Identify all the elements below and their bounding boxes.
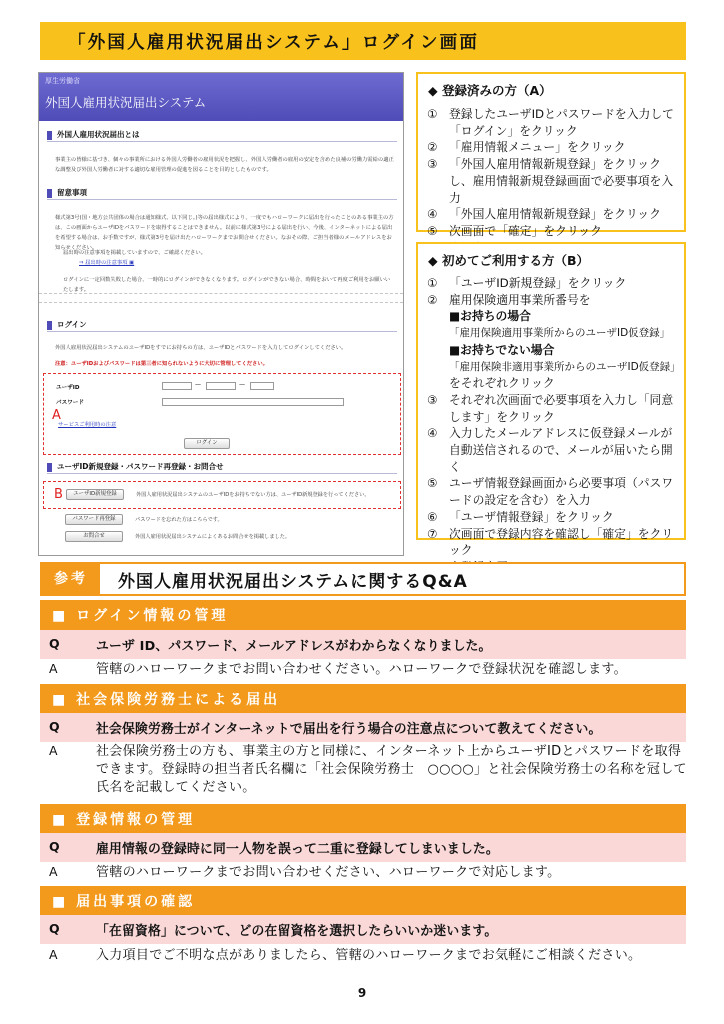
a-label: A <box>49 947 58 962</box>
password-input[interactable] <box>162 398 344 406</box>
step-text: 雇用保険適用事業所番号を <box>449 292 591 307</box>
step-num: ⑤ <box>427 223 438 238</box>
password-reset-desc: パスワードを忘れた方はこちらです。 <box>135 517 223 523</box>
qa-question: 雇用情報の登録時に同一人物を誤って二重に登録してしまいました。 <box>96 842 499 857</box>
box-a-step <box>427 139 680 156</box>
marker-a: A <box>52 408 61 423</box>
contact-desc: 外国人雇用状況届出システムによくあるお問合せを掲載しました。 <box>135 534 291 540</box>
section-notes-text-3: ログインに一定回数失敗した場合、一時的にログインができなくなります。ログインができない場合、時間をおいて再度ご利用をお願いいたします。 <box>63 277 391 293</box>
a-label: A <box>49 743 58 758</box>
page-break-wave <box>39 293 403 303</box>
step-text: 「雇用情報メニュー」をクリック <box>449 140 626 155</box>
step-num: ⑤ <box>427 476 438 491</box>
step-text: それぞれ次画面で必要事項を入力し「同意します」をクリック <box>449 392 674 424</box>
box-b-step <box>427 509 680 526</box>
q-label: Q <box>49 719 60 734</box>
step-text: 「外国人雇用情報新規登録」をクリックし、雇用情報新規登録画面で必要事項を入力 <box>449 157 674 205</box>
section-login-title: ログイン <box>57 320 87 329</box>
reference-tag: 参考 <box>42 564 100 594</box>
marker-b: B <box>54 487 63 502</box>
step-num: ⑦ <box>427 526 438 541</box>
steps-box-a <box>416 72 686 238</box>
have-office-number: ■お持ちの場合 <box>449 309 531 324</box>
step-num: ③ <box>427 157 438 172</box>
box-a-step <box>427 106 680 139</box>
userid-input-1[interactable] <box>162 382 192 390</box>
ministry-label: 厚生労働省 <box>45 77 80 85</box>
section-about <box>47 129 397 142</box>
notes-link[interactable]: ⇒ 届出時の注意事項 ▣ <box>79 260 135 266</box>
contact-button[interactable]: お問合せ <box>65 531 123 542</box>
qa-question: 社会保険労務士がインターネットで届出を行う場合の注意点について教えてください。 <box>96 722 602 737</box>
qa-answer: 管轄のハローワークまでお問い合わせください。ハローワークで登録状況を確認します。 <box>96 662 627 677</box>
login-button[interactable]: ログイン <box>184 438 230 449</box>
qa-title: 外国人雇用状況届出システムに関するQ&A <box>118 572 468 592</box>
click-each-text: をそれぞれクリック <box>449 376 555 391</box>
page-number: 9 <box>357 986 367 1000</box>
qa-answer: 入力項目でご不明な点がありましたら、管轄のハローワークまでお気軽にご相談ください。 <box>96 948 642 963</box>
login-text: 外国人雇用状況届出システムのユーザIDをすでにお持ちの方は、ユーザIDとパスワードを入力してログインしてください。 <box>55 345 347 351</box>
box-b-step <box>427 425 680 475</box>
qa-answer: 管轄のハローワークまでお問い合わせください、ハローワークで対応します。 <box>96 865 561 880</box>
step-text: 次画面で登録内容を確認し「確定」をクリック <box>449 526 674 558</box>
step-num: ④ <box>427 207 438 222</box>
box-b-step <box>427 526 680 559</box>
box-b-step <box>427 275 680 292</box>
box-a-step <box>427 206 680 223</box>
password-reset-button[interactable]: パスワード再登録 <box>65 514 123 525</box>
qa-question-row <box>40 915 686 944</box>
qa-question-row <box>40 713 686 742</box>
step-text: 「ユーザID新規登録」をクリック <box>449 276 627 290</box>
section-notes <box>47 187 397 200</box>
step-num: ④ <box>427 426 438 441</box>
qa-question: ユーザ ID、パスワード、メールアドレスがわからなくなりました。 <box>96 639 492 654</box>
no-office-number: ■お持ちでない場合 <box>449 342 555 357</box>
box-a-heading: ◆ 登録済みの方（A） <box>428 83 552 98</box>
qa-category <box>40 684 686 714</box>
qa-answer: 社会保険労務士の方も、事業主の方と同様に、インターネット上からユーザIDとパスワードを取得できます。登録時の担当者氏名欄に「社会保険労務士 ○○○○」と社会保険労務士の名称を冠して氏名を記載してください。 <box>96 744 687 795</box>
q-label: Q <box>49 839 60 854</box>
step-text: 次画面で「確定」をクリック <box>449 223 602 238</box>
step-num: ② <box>427 292 438 307</box>
section-about-text: 事業主の皆様に基づき、個々の事業所における外国人労働者の雇用状況を把握し、外国人労働者の雇用の安定を含めた良補の労働力需給の適正な調整及び外国人労働者に対する適切な雇用管理の促進を図ることを目的としたものです。 <box>55 157 394 173</box>
box-a-step <box>427 156 680 206</box>
box-a-step <box>427 223 680 240</box>
step-text: 登録したユーザIDとパスワードを入力して「ログイン」をクリック <box>449 107 674 138</box>
step-text: 「外国人雇用情報新規登録」をクリック <box>449 207 661 222</box>
q-label: Q <box>49 636 60 651</box>
section-notes-title: 留意事項 <box>57 188 87 197</box>
no-office-number-note: 「雇用保険非適用事業所からのユーザID仮登録」 <box>449 360 681 373</box>
a-label: A <box>49 661 58 676</box>
box-a-steps <box>427 106 680 256</box>
terms-link[interactable]: サービスご利用時の注意 <box>58 422 117 428</box>
login-screenshot <box>38 72 404 556</box>
section-notes-text-2: 届出時の注意事項を掲載していますので、ご確認ください。 <box>63 250 206 256</box>
qa-question: 「在留資格」について、どの在留資格を選択したらいいか迷います。 <box>96 924 498 939</box>
section-notes-text-1: 様式第3号(国・地方公共団体の場合は通知様式、以下同じ。)等の届出様式により、一度でもハローワークに届出を行ったことのある事業主の方は、この画面からユーザIDをパスワードを取得することはできません。以前に様式第3号による届出を行い、今後、インターネットによる届出を希望する場合は、お手数ですが、様式第3号を届け出たハローワークまでお問合せください。なおその際、ご担当者様のメールアドレスをお知らせください。 <box>55 215 394 251</box>
banner-title: 「外国人雇用状況届出システム」ログイン画面 <box>68 33 480 53</box>
register-button[interactable]: ユーザID新規登録 <box>66 489 124 500</box>
userid-dash-1: — <box>195 381 201 388</box>
box-b-steps <box>427 275 680 576</box>
qa-category <box>40 600 686 630</box>
login-area-highlight <box>43 373 401 455</box>
qa-category-label: ■ 社会保険労務士による届出 <box>52 692 281 708</box>
a-label: A <box>49 864 58 879</box>
qa-category-label: ■ 登録情報の管理 <box>52 812 196 828</box>
password-label: パスワード <box>56 400 84 406</box>
title-banner <box>40 22 686 60</box>
box-b-step <box>427 475 680 508</box>
userid-dash-2: — <box>239 381 245 388</box>
step-text: 「ユーザ情報登録」をクリック <box>449 509 614 524</box>
step-text: 入力したメールアドレスに仮登録メールが自動送信されるので、メールが届いたら開く <box>449 426 673 474</box>
have-office-number-note: 「雇用保険適用事業所からのユーザID仮登録」 <box>449 327 671 340</box>
qa-category <box>40 804 686 834</box>
userid-input-2[interactable] <box>206 382 236 390</box>
qa-header <box>40 562 686 596</box>
box-b-heading: ◆ 初めてご利用する方（B） <box>428 253 589 268</box>
system-title: 外国人雇用状況届出システム <box>45 95 207 110</box>
userid-input-3[interactable] <box>250 382 274 390</box>
section-register <box>47 461 397 474</box>
step-text: ユーザ情報登録画面から必要事項（パスワードの設定を含む）を入力 <box>449 476 674 508</box>
step-num: ⑥ <box>427 509 438 524</box>
step-num: ① <box>427 276 438 290</box>
box-b-step <box>427 292 680 392</box>
qa-category-label: ■ ログイン情報の管理 <box>52 608 229 624</box>
userid-label: ユーザID <box>56 385 80 391</box>
login-note: 注意：ユーザIDおよびパスワードは第三者に知られないように大切に管理してください。 <box>55 361 268 367</box>
screenshot-header <box>39 73 403 121</box>
qa-question-row <box>40 833 686 862</box>
qa-category <box>40 886 686 916</box>
section-about-title: 外国人雇用状況届出とは <box>57 130 140 139</box>
register-desc: 外国人雇用状況届出システムのユーザIDをお持ちでない方は、ユーザID新規登録を行ってください。 <box>136 492 370 498</box>
q-label: Q <box>49 921 60 936</box>
section-register-title: ユーザID新規登録・パスワード再登録・お問合せ <box>57 462 224 471</box>
qa-category-label: ■ 届出事項の確認 <box>52 894 196 910</box>
qa-question-row <box>40 630 686 659</box>
step-num: ① <box>427 107 438 121</box>
step-num: ③ <box>427 392 438 407</box>
register-area-highlight <box>43 481 401 509</box>
steps-box-b <box>416 242 686 558</box>
box-b-step <box>427 392 680 425</box>
section-login <box>47 319 397 332</box>
step-num: ② <box>427 140 438 155</box>
